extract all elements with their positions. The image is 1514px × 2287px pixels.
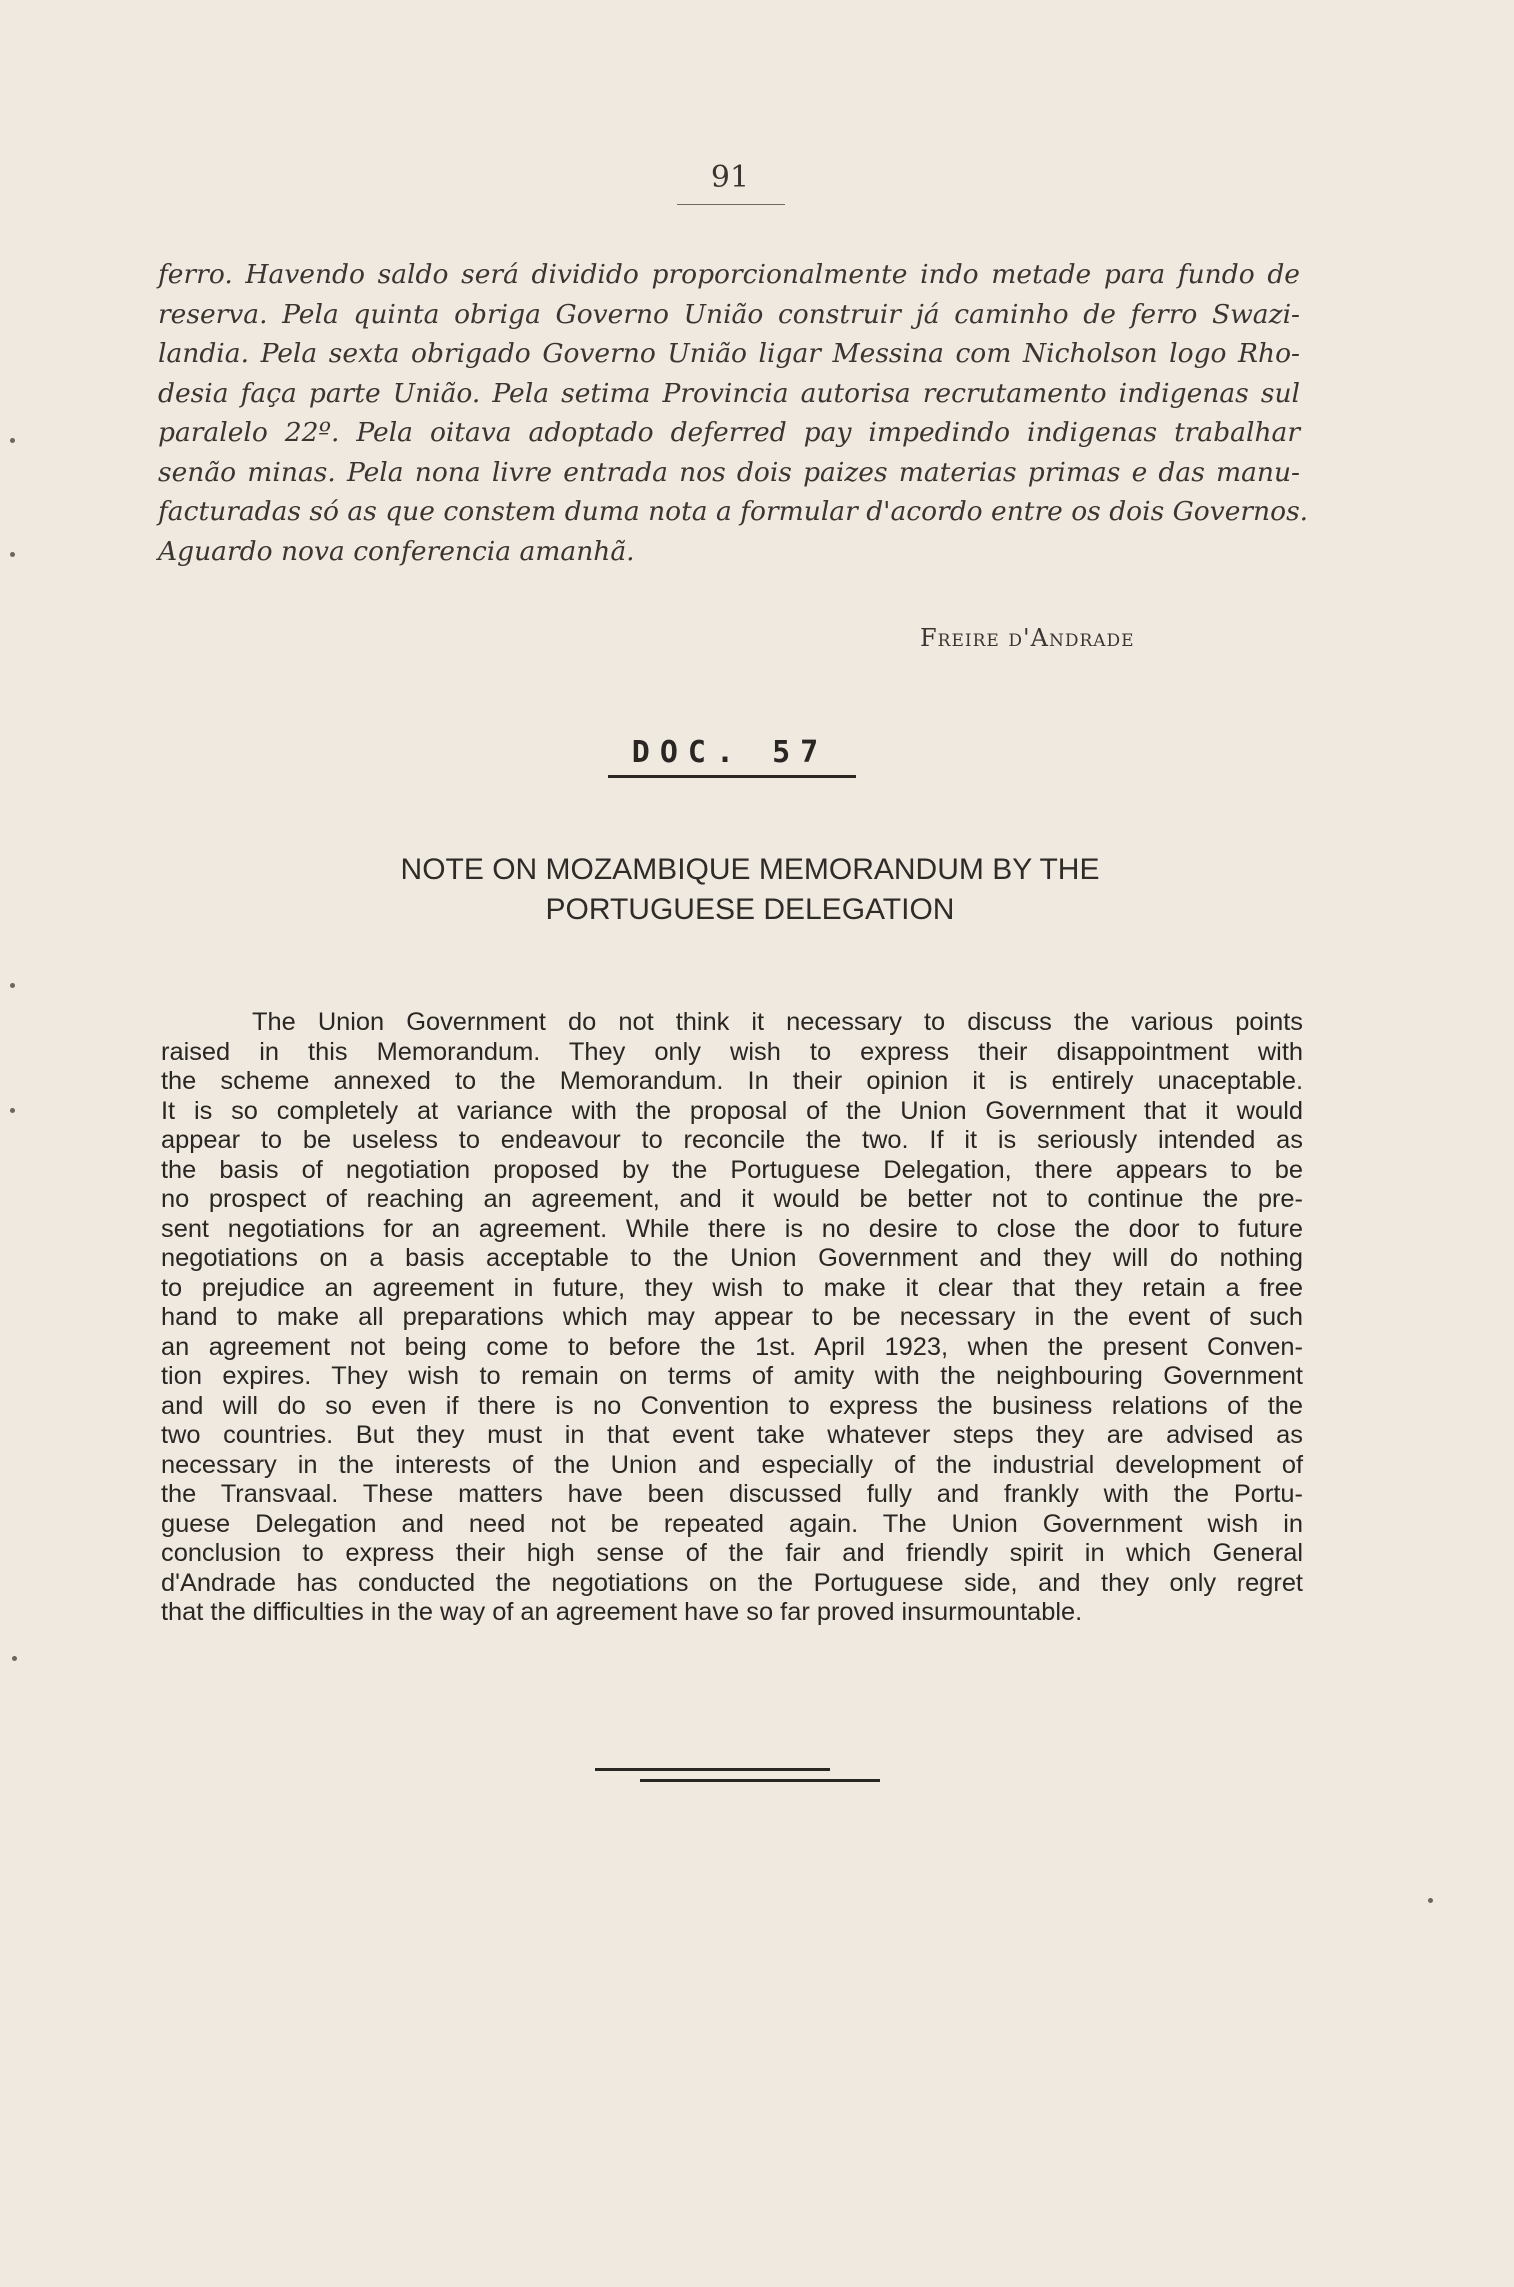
body-line: necessary in the interests of the Union and especially of the industrial development of — [161, 1450, 1303, 1479]
text-line: ferro. Havendo saldo será dividido proporcionalmente indo metade para fundo de — [158, 259, 1300, 290]
title-line: NOTE ON MOZAMBIQUE MEMORANDUM BY THE — [400, 853, 1100, 886]
body-line: the Transvaal. These matters have been discussed fully and frankly with the Portu- — [161, 1480, 1303, 1508]
body-line: It is so completely at variance with the proposal of the Union Government that it would — [161, 1096, 1303, 1125]
body-line: d'Andrade has conducted the negotiations on the Portuguese side, and they only regret — [161, 1568, 1303, 1597]
page-number-rule — [677, 204, 785, 205]
body-line: hand to make all preparations which may appear to be necessary in the event of such — [161, 1303, 1303, 1331]
body-line: guese Delegation and need not be repeated again. The Union Government wish in — [161, 1509, 1303, 1538]
body-line: an agreement not being come to before the 1st. April 1923, when the present Conven- — [161, 1332, 1303, 1361]
end-rule-lower — [640, 1779, 880, 1782]
body-line: to prejudice an agreement in future, they wish to make it clear that they retain a free — [161, 1273, 1303, 1302]
page-speck — [10, 983, 15, 988]
body-line: no prospect of reaching an agreement, and it would be better not to continue the pre- — [161, 1185, 1303, 1213]
body-line: conclusion to express their high sense of the fair and friendly spirit in which General — [161, 1539, 1303, 1567]
page-speck — [10, 438, 15, 443]
doc-heading-underline — [608, 775, 856, 778]
body-line: raised in this Memorandum. They only wish to express their disappointment with — [161, 1037, 1303, 1066]
body-line: that the difficulties in the way of an agreement have so far proved insurmountable. — [161, 1598, 1083, 1626]
page-speck — [10, 552, 15, 557]
body-line: negotiations on a basis acceptable to the Union Government and they will do nothing — [161, 1244, 1303, 1272]
text-line: desia faça parte União. Pela setima Provincia autorisa recrutamento indigenas sul — [158, 377, 1300, 409]
text-line: senão minas. Pela nona livre entrada nos dois paizes materias primas e das manu- — [158, 456, 1300, 488]
body-line: sent negotiations for an agreement. While there is no desire to close the door to future — [161, 1214, 1303, 1243]
signature: Freire d'Andrade — [920, 624, 1135, 652]
body-line: tion expires. They wish to remain on terms of amity with the neighbouring Government — [161, 1362, 1303, 1390]
doc-number-heading: DOC. 57 — [631, 735, 829, 770]
document-title — [250, 850, 1250, 930]
body-line: the basis of negotiation proposed by the Portuguese Delegation, there appears to be — [161, 1155, 1303, 1184]
end-rule-upper — [595, 1768, 830, 1771]
text-line: landia. Pela sexta obrigado Governo União ligar Messina com Nicholson logo Rho- — [158, 338, 1300, 369]
body-line: and will do so even if there is no Convention to express the business relations of the — [161, 1391, 1303, 1420]
body-line: two countries. But they must in that event take whatever steps they are advised as — [161, 1421, 1303, 1449]
text-line: reserva. Pela quinta obriga Governo União construir já caminho de ferro Swazi- — [158, 298, 1300, 330]
page-number: 91 — [710, 160, 750, 195]
text-line: Aguardo nova conferencia amanhã. — [158, 535, 635, 567]
body-line: The Union Government do not think it necessary to discuss the various points — [252, 1008, 1303, 1036]
portuguese-telegram-text — [158, 255, 1309, 571]
page-speck — [1428, 1898, 1433, 1903]
memorandum-body — [161, 1008, 1303, 1628]
body-line: the scheme annexed to the Memorandum. In their opinion it is entirely unaceptable. — [161, 1067, 1303, 1095]
page-speck — [10, 1108, 15, 1113]
text-line: facturadas só as que constem duma nota a formular d'acordo entre os dois Governos. — [158, 496, 1309, 527]
page-speck — [12, 1656, 17, 1661]
body-line: appear to be useless to endeavour to reconcile the two. If it is seriously intended as — [161, 1126, 1303, 1154]
title-line: PORTUGUESE DELEGATION — [545, 893, 955, 926]
text-line: paralelo 22º. Pela oitava adoptado deferred pay impedindo indigenas trabalhar — [158, 417, 1300, 448]
